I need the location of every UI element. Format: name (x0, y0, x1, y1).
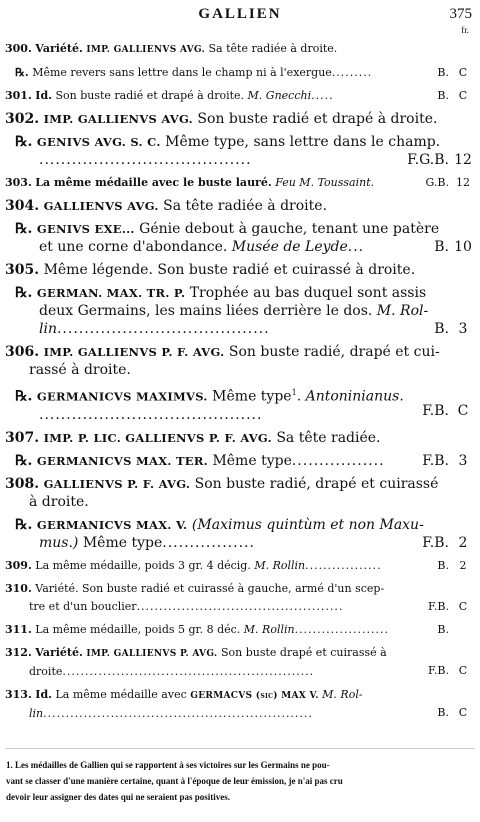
description-continued: à droite. (29, 493, 89, 510)
variety-label: Variété. (35, 645, 83, 659)
entry-303 (5, 174, 475, 192)
entry-number: 303. (5, 176, 32, 189)
reverse-symbol: ℞. (15, 221, 33, 237)
entry-306-reverse: ℞. GERMANICVS MAXIMVS. Même type$^1$. Antoninianus. ......................................... F.B. C (5, 384, 475, 424)
collection: Musée de Leyde (231, 239, 348, 255)
running-header-title: GALLIEN (198, 6, 282, 22)
collection: M. Rollin (254, 558, 306, 572)
collection-continued: lin (29, 706, 44, 720)
rarity: F.B. (422, 403, 449, 419)
entry-304-reverse: ℞. GENIVS EXE... Génie debout à gauche, tenant une patère et une corne d'abondance. Musée de Leyde... B. 10 (5, 220, 475, 256)
variety-label: Variété. (35, 42, 83, 55)
collection: M. Rol- (376, 303, 429, 319)
coin-legend: GENIVS AVG. S. C. (36, 135, 161, 149)
rarity: B. (437, 89, 449, 102)
coin-legend: IMP. GALLIENVS P. F. AVG. (43, 345, 225, 359)
price: 12 (454, 152, 472, 168)
rarity: F.B. (422, 534, 449, 551)
price: 2 (459, 558, 467, 572)
entry-number: 307. (5, 429, 40, 446)
rarity: B. (434, 239, 449, 255)
entry-300-reverse: ℞. Même revers sans lettre dans le champ ni à l'exergue......... B. C (5, 64, 475, 82)
entry-302-reverse: ℞. GENIVS AVG. S. C. Même type, sans lettre dans le champ. ....................................... F.G.B. 12 (5, 133, 475, 169)
coin-legend: GALLIENVS P. F. AVG. (43, 476, 191, 491)
description: Sa tête radiée. (276, 429, 381, 446)
coin-legend: GENIVS EXE... (36, 222, 135, 236)
price: C (458, 705, 468, 719)
entry-number: 302. (5, 111, 40, 127)
rarity: G.B. (425, 176, 449, 189)
coin-legend: GERMACVS (sic) MAX V. (190, 690, 319, 701)
coin-legend: IMP. GALLIENVS AVG. (43, 112, 193, 126)
description: Même légende. Son buste radié et cuirassé à droite. (43, 262, 416, 278)
reverse-symbol: ℞. (15, 452, 33, 469)
period: . (296, 388, 302, 405)
description-continued: droite (29, 664, 63, 678)
description: Sa tête radiée à droite. (163, 198, 328, 214)
description: Son buste radié, drapé et cuirassé (194, 475, 439, 492)
collection: M. Gnecchi (247, 89, 312, 102)
collection: Feu M. Toussaint. (275, 176, 375, 189)
collection: M. Rollin (243, 622, 295, 636)
page-number: 375 (449, 6, 472, 22)
coin-legend: GERMANICVS MAX. V. (36, 517, 188, 532)
currency-unit-label: fr. (461, 25, 469, 35)
entry-306 (5, 343, 475, 379)
entry-307-reverse: ℞. GERMANICVS MAX. TER. Même type................. F.B. 3 (5, 452, 475, 470)
description: Même revers sans lettre dans le champ ni à l'exergue (32, 66, 332, 79)
entry-302 (5, 110, 475, 128)
price: 2 (458, 534, 468, 551)
entry-304 (5, 197, 475, 215)
reverse-symbol: ℞. (15, 66, 29, 79)
collection: M. Rol- (322, 687, 363, 701)
coin-legend: GERMANICVS MAX. TER. (36, 453, 208, 468)
price: C (457, 403, 469, 419)
rarity: B. (437, 622, 449, 636)
reverse-symbol: ℞. (15, 388, 33, 405)
coin-legend: GERMAN. MAX. TR. P. (36, 286, 186, 300)
note-continued: mus.) (39, 534, 79, 551)
footnote-line-3: devoir leur assigner des dates qui ne seraient pas positives. (6, 792, 231, 802)
description-continued: deux Germains, les mains liées derrière le dos. (39, 303, 373, 319)
coin-legend: GERMANICVS MAXIMVS. (36, 389, 208, 404)
description: Son buste radié, drapé et cui- (228, 344, 440, 360)
description: Son buste drapé et cuirassé à (220, 645, 387, 659)
entry-308-reverse: ℞. GERMANICVS MAX. V. (Maximus quintùm et non Maxu- mus.) Même type................. F.B. 2 (5, 516, 475, 552)
price: C (458, 663, 468, 677)
coin-legend: IMP. GALLIENVS P. AVG. (86, 648, 218, 659)
id-label: Id. (35, 89, 52, 102)
description-continued: et une corne d'abondance. (39, 239, 228, 255)
description: La même médaille, poids 3 gr. 4 décig. (35, 558, 251, 572)
description: Même type (212, 452, 292, 469)
entry-305-reverse: ℞. GERMAN. MAX. TR. P. Trophée au bas duquel sont assis deux Germains, les mains liées derrière le dos. M. Rol- lin....................................... B. 3 (5, 284, 475, 338)
rarity: B. (437, 558, 449, 572)
description: Même type (82, 534, 163, 551)
entry-313: 313. Id. La même médaille avec GERMACVS (sic) MAX V. M. Rol- lin............................................................ B. C (5, 686, 475, 723)
rarity: F.B. (422, 452, 449, 469)
entry-number: 306. (5, 344, 40, 360)
rarity: B. (437, 705, 449, 719)
description-continued: tre et d'un bouclier (29, 599, 137, 613)
footnote-line-2: vant se classer d'une manière certaine, quant à l'époque de leur émission, je n'ai pas cru (6, 776, 343, 786)
rarity: F.G.B. (407, 152, 449, 168)
price: 3 (458, 321, 468, 337)
entry-312: 312. Variété. IMP. GALLIENVS P. AVG. Son buste drapé et cuirassé à droite........................................................ F.B. C (5, 644, 475, 681)
rarity: F.B. (428, 663, 449, 677)
entry-number: 300. (5, 42, 32, 55)
entry-number: 304. (5, 198, 40, 214)
entry-307 (5, 429, 475, 447)
catalogue-entries (5, 40, 475, 728)
entry-number: 308. (5, 475, 40, 492)
rarity: B. (437, 66, 449, 79)
price: C (458, 66, 468, 79)
denomination: Antoninianus (305, 388, 400, 405)
collection-continued: lin (39, 321, 57, 337)
entry-number: 309. (5, 558, 32, 572)
description-continued: rassé à droite. (29, 362, 131, 378)
entry-number: 310. (5, 581, 32, 595)
price: 12 (456, 176, 470, 189)
footnote-divider (5, 748, 475, 749)
description: Sa tête radiée à droite. (208, 42, 338, 55)
footnote-line-1: 1. Les médailles de Gallien qui se rapportent à ses victoires sur les Germains ne pou- (6, 760, 330, 770)
description: Trophée au bas duquel sont assis (189, 285, 427, 301)
entry-309: 309. La même médaille, poids 3 gr. 4 décig. M. Rollin................. B. 2 (5, 557, 475, 575)
id-label: Id. (35, 687, 52, 701)
note: (Maximus quintùm et non Maxu- (191, 516, 424, 533)
description: Son buste radié et drapé à droite. (197, 111, 438, 127)
entry-311: 311. La même médaille, poids 5 gr. 8 déc. M. Rollin..................... B. (5, 621, 475, 639)
description: Même type, sans lettre dans le champ. (165, 134, 441, 150)
entry-number: 305. (5, 262, 40, 278)
reverse-symbol: ℞. (15, 285, 33, 301)
footnote-marker: 1 (291, 388, 297, 397)
rarity: B. (434, 321, 449, 337)
entry-310: 310. Variété. Son buste radié et cuirassé à gauche, armé d'un scep- tre et d'un bouclier.............................................. F.B. C (5, 580, 475, 616)
description: Variété. Son buste radié et cuirassé à gauche, armé d'un scep- (35, 581, 385, 595)
entry-305 (5, 261, 475, 279)
description: Son buste radié et drapé à droite. (55, 89, 245, 102)
description: La même médaille avec le buste lauré. (35, 176, 272, 189)
description: La même médaille, poids 5 gr. 8 déc. (35, 622, 241, 636)
entry-301: 301. Id. Son buste radié et drapé à droite. M. Gnecchi..... B. C (5, 87, 475, 105)
price: C (458, 599, 468, 613)
description: Génie debout à gauche, tenant une patère (139, 221, 440, 237)
footnote (6, 757, 472, 805)
reverse-symbol: ℞. (15, 516, 33, 533)
entry-number: 301. (5, 89, 32, 102)
reverse-symbol: ℞. (15, 134, 33, 150)
price: 10 (454, 239, 472, 255)
entry-number: 311. (5, 622, 32, 636)
price: C (458, 89, 468, 102)
coin-legend: IMP. GALLIENVS AVG. (86, 45, 206, 55)
entry-300 (5, 40, 475, 59)
price: 3 (458, 452, 468, 469)
coin-legend: GALLIENVS AVG. (43, 199, 159, 213)
entry-308 (5, 475, 475, 511)
description: La même médaille avec (55, 687, 187, 701)
description: Même type (212, 388, 292, 405)
entry-number: 312. (5, 645, 32, 659)
entry-number: 313. (5, 687, 32, 701)
coin-legend: IMP. P. LIC. GALLIENVS P. F. AVG. (43, 430, 272, 445)
rarity: F.B. (428, 599, 449, 613)
